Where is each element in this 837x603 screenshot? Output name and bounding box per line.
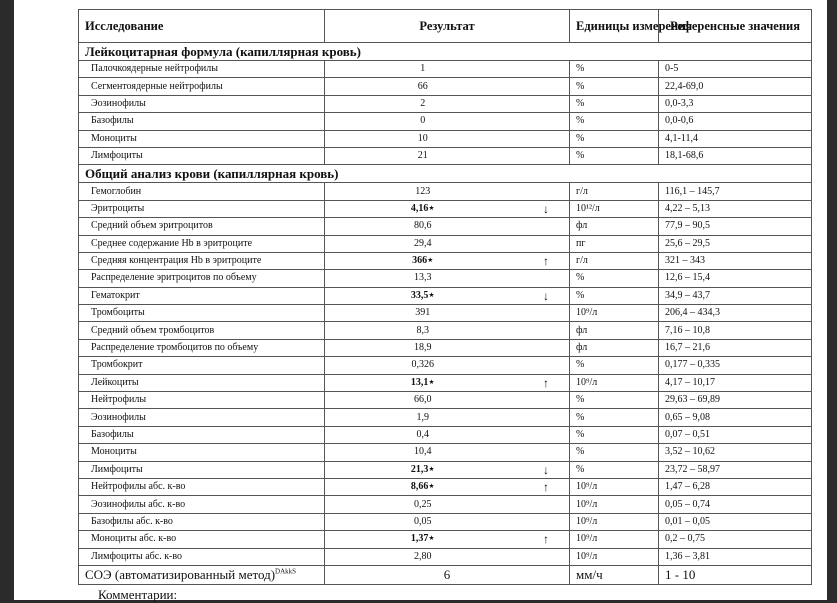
row-reference: 18,1-68,6: [659, 147, 812, 164]
row-unit: %: [570, 287, 659, 304]
row-flag: [521, 496, 570, 513]
row-name: Базофилы: [79, 113, 325, 130]
row-name: Средний объем тромбоцитов: [79, 322, 325, 339]
row-flag: [521, 130, 570, 147]
table-row: [79, 409, 812, 426]
table-row: [79, 339, 812, 356]
row-value: 2: [325, 95, 521, 112]
header-study: Исследование: [79, 10, 325, 43]
row-value: 391: [325, 305, 521, 322]
row-value: 366⋆: [325, 252, 521, 269]
row-name: Палочкоядерные нейтрофилы: [79, 61, 325, 78]
row-value: 33,5⋆: [325, 287, 521, 304]
row-name: Гематокрит: [79, 287, 325, 304]
table-row: [79, 444, 812, 461]
row-flag: [521, 270, 570, 287]
row-name: Лимфоциты: [79, 147, 325, 164]
row-name: Эозинофилы: [79, 409, 325, 426]
row-unit: г/л: [570, 183, 659, 200]
table-row: [79, 461, 812, 478]
soe-reference: 1 - 10: [659, 565, 812, 584]
row-flag: [521, 409, 570, 426]
row-name: Эозинофилы абс. к-во: [79, 496, 325, 513]
table-row: [79, 287, 812, 304]
row-value: 8,66⋆: [325, 478, 521, 495]
row-reference: 0-5: [659, 61, 812, 78]
row-value: 8,3: [325, 322, 521, 339]
row-value: 0,25: [325, 496, 521, 513]
row-flag: [521, 61, 570, 78]
soe-unit: мм/ч: [570, 565, 659, 584]
table-row: [79, 147, 812, 164]
row-flag: [521, 147, 570, 164]
row-unit: фл: [570, 218, 659, 235]
row-unit: г/л: [570, 252, 659, 269]
table-row: [79, 478, 812, 495]
row-value: 10: [325, 130, 521, 147]
row-reference: 0,05 – 0,74: [659, 496, 812, 513]
table-row: [79, 218, 812, 235]
header-result: Результат: [325, 10, 570, 43]
row-reference: 0,0-0,6: [659, 113, 812, 130]
table-row: [79, 496, 812, 513]
table-header-row: [79, 10, 812, 43]
row-reference: 16,7 – 21,6: [659, 339, 812, 356]
row-flag: [521, 392, 570, 409]
row-value: 13,1⋆: [325, 374, 521, 391]
row-value: 0: [325, 113, 521, 130]
row-name: Лейкоциты: [79, 374, 325, 391]
row-value: 2,80: [325, 548, 521, 565]
table-row: [79, 357, 812, 374]
row-flag: [521, 95, 570, 112]
section-title: Лейкоцитарная формула (капиллярная кровь): [79, 43, 812, 61]
row-flag: ↓: [521, 287, 570, 304]
row-flag: ↑: [521, 374, 570, 391]
row-unit: 10⁹/л: [570, 496, 659, 513]
row-unit: %: [570, 78, 659, 95]
row-name: Нейтрофилы абс. к-во: [79, 478, 325, 495]
table-row: [79, 200, 812, 217]
row-reference: 0,0-3,3: [659, 95, 812, 112]
row-name: Сегментоядерные нейтрофилы: [79, 78, 325, 95]
header-reference: Референсные значения: [659, 10, 812, 43]
row-flag: ↓: [521, 200, 570, 217]
row-unit: %: [570, 130, 659, 147]
row-reference: 34,9 – 43,7: [659, 287, 812, 304]
header-units: Единицы измерения: [570, 10, 659, 43]
section-header-row: [79, 165, 812, 183]
row-value: 18,9: [325, 339, 521, 356]
row-name: Эозинофилы: [79, 95, 325, 112]
row-unit: %: [570, 270, 659, 287]
row-name: Распределение тромбоцитов по объему: [79, 339, 325, 356]
row-value: 21,3⋆: [325, 461, 521, 478]
row-name: Лимфоциты: [79, 461, 325, 478]
table-row: [79, 130, 812, 147]
row-reference: 77,9 – 90,5: [659, 218, 812, 235]
row-flag: ↓: [521, 461, 570, 478]
soe-name-cell: [79, 565, 325, 584]
section-title: Общий анализ крови (капиллярная кровь): [79, 165, 812, 183]
row-value: 21: [325, 147, 521, 164]
report-page: [14, 0, 827, 600]
row-reference: 0,2 – 0,75: [659, 531, 812, 548]
row-flag: [521, 305, 570, 322]
row-reference: 0,65 – 9,08: [659, 409, 812, 426]
row-name: Эритроциты: [79, 200, 325, 217]
row-name: Базофилы абс. к-во: [79, 513, 325, 530]
row-value: 66,0: [325, 392, 521, 409]
row-name: Средний объем эритроцитов: [79, 218, 325, 235]
row-flag: [521, 78, 570, 95]
row-reference: 0,177 – 0,335: [659, 357, 812, 374]
soe-name: СОЭ (автоматизированный метод): [85, 566, 276, 582]
table-row: [79, 95, 812, 112]
row-unit: 10⁹/л: [570, 305, 659, 322]
row-flag: [521, 444, 570, 461]
row-reference: 22,4-69,0: [659, 78, 812, 95]
row-unit: %: [570, 147, 659, 164]
row-reference: 4,17 – 10,17: [659, 374, 812, 391]
row-name: Моноциты абс. к-во: [79, 531, 325, 548]
row-name: Тромбоциты: [79, 305, 325, 322]
row-value: 0,326: [325, 357, 521, 374]
row-flag: [521, 426, 570, 443]
row-value: 0,4: [325, 426, 521, 443]
row-name: Гемоглобин: [79, 183, 325, 200]
table-row: [79, 426, 812, 443]
row-reference: 321 – 343: [659, 252, 812, 269]
row-name: Моноциты: [79, 130, 325, 147]
row-reference: 116,1 – 145,7: [659, 183, 812, 200]
row-reference: 3,52 – 10,62: [659, 444, 812, 461]
row-flag: [521, 322, 570, 339]
row-unit: фл: [570, 339, 659, 356]
row-name: Среднее содержание Hb в эритроците: [79, 235, 325, 252]
row-value: 1,37⋆: [325, 531, 521, 548]
row-value: 10,4: [325, 444, 521, 461]
table-row: [79, 183, 812, 200]
row-unit: %: [570, 95, 659, 112]
row-reference: 25,6 – 29,5: [659, 235, 812, 252]
row-reference: 23,72 – 58,97: [659, 461, 812, 478]
soe-name-sup: DAkkS: [275, 567, 297, 576]
row-reference: 4,22 – 5,13: [659, 200, 812, 217]
row-unit: %: [570, 461, 659, 478]
row-reference: 0,07 – 0,51: [659, 426, 812, 443]
row-name: Базофилы: [79, 426, 325, 443]
row-value: 0,05: [325, 513, 521, 530]
table-row: [79, 78, 812, 95]
row-unit: %: [570, 392, 659, 409]
row-name: Нейтрофилы: [79, 392, 325, 409]
table-row: [79, 374, 812, 391]
row-unit: %: [570, 409, 659, 426]
row-flag: [521, 218, 570, 235]
row-flag: ↑: [521, 531, 570, 548]
table-row: [79, 531, 812, 548]
row-unit: 10⁹/л: [570, 531, 659, 548]
row-unit: фл: [570, 322, 659, 339]
table-row: [79, 61, 812, 78]
table-row: [79, 270, 812, 287]
row-reference: 12,6 – 15,4: [659, 270, 812, 287]
row-unit: %: [570, 61, 659, 78]
row-unit: %: [570, 357, 659, 374]
row-reference: 1,47 – 6,28: [659, 478, 812, 495]
row-reference: 0,01 – 0,05: [659, 513, 812, 530]
row-name: Моноциты: [79, 444, 325, 461]
soe-value: 6: [325, 565, 570, 584]
table-body: [79, 43, 812, 585]
table-row: [79, 113, 812, 130]
row-reference: 29,63 – 69,89: [659, 392, 812, 409]
results-table: [78, 9, 812, 585]
table-row: [79, 322, 812, 339]
row-flag: [521, 357, 570, 374]
row-flag: [521, 235, 570, 252]
row-flag: [521, 548, 570, 565]
row-unit: %: [570, 113, 659, 130]
row-value: 1,9: [325, 409, 521, 426]
table-row: [79, 235, 812, 252]
soe-row: [79, 565, 812, 584]
row-unit: 10⁹/л: [570, 478, 659, 495]
row-name: Лимфоциты абс. к-во: [79, 548, 325, 565]
row-flag: [521, 183, 570, 200]
row-unit: 10¹²/л: [570, 200, 659, 217]
row-unit: 10⁹/л: [570, 374, 659, 391]
row-flag: [521, 113, 570, 130]
row-unit: пг: [570, 235, 659, 252]
row-name: Тромбокрит: [79, 357, 325, 374]
row-unit: 10⁹/л: [570, 513, 659, 530]
row-value: 80,6: [325, 218, 521, 235]
table-row: [79, 305, 812, 322]
row-value: 1: [325, 61, 521, 78]
row-name: Распределение эритроцитов по объему: [79, 270, 325, 287]
row-reference: 1,36 – 3,81: [659, 548, 812, 565]
row-flag: ↑: [521, 252, 570, 269]
row-unit: 10⁹/л: [570, 548, 659, 565]
row-flag: [521, 339, 570, 356]
table-row: [79, 513, 812, 530]
row-unit: %: [570, 444, 659, 461]
table-row: [79, 548, 812, 565]
table-row: [79, 392, 812, 409]
row-value: 29,4: [325, 235, 521, 252]
row-value: 66: [325, 78, 521, 95]
table-row: [79, 252, 812, 269]
row-value: 13,3: [325, 270, 521, 287]
comments-label: Комментарии:: [98, 587, 178, 602]
section-header-row: [79, 43, 812, 61]
row-unit: %: [570, 426, 659, 443]
row-name: Средняя концентрация Hb в эритроците: [79, 252, 325, 269]
row-reference: 4,1-11,4: [659, 130, 812, 147]
row-value: 4,16⋆: [325, 200, 521, 217]
row-flag: ↑: [521, 478, 570, 495]
row-reference: 7,16 – 10,8: [659, 322, 812, 339]
row-reference: 206,4 – 434,3: [659, 305, 812, 322]
row-value: 123: [325, 183, 521, 200]
row-flag: [521, 513, 570, 530]
